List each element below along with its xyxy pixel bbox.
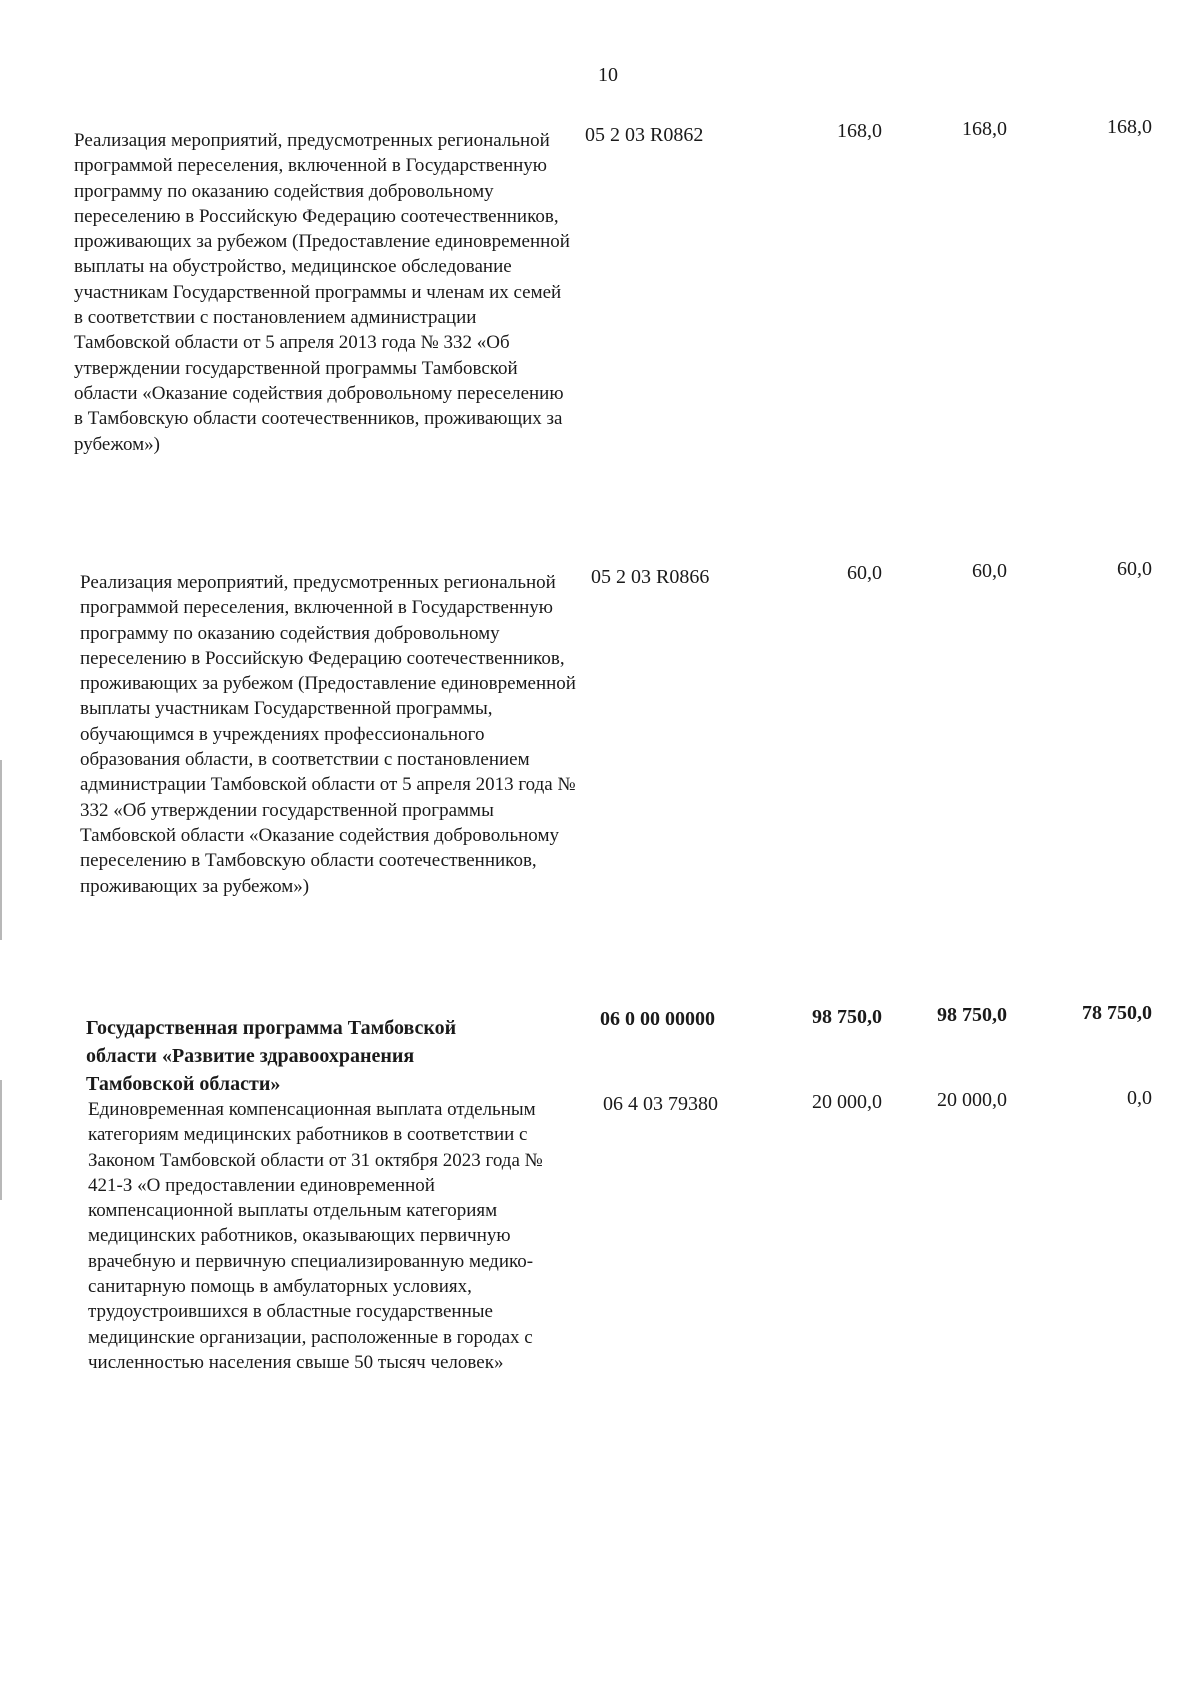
row-value-1: 168,0 xyxy=(837,120,882,142)
row-value-3: 168,0 xyxy=(1107,116,1152,138)
row-code: 06 0 00 00000 xyxy=(600,1008,715,1030)
page-number: 10 xyxy=(598,64,618,86)
row-value-2: 98 750,0 xyxy=(937,1004,1007,1026)
scan-edge-mark xyxy=(0,760,2,940)
row-description: Государственная программа Тамбовской области «Развитие здравоохранения Тамбовской области» xyxy=(86,1017,457,1095)
row-description: Реализация мероприятий, предусмотренных региональной программой переселения, включенной в Государственную программу по оказанию содействия добровольному переселению в Российскую Федерацию соотечественников, проживающих за рубежом (Предоставление единовременной выплаты на обустройство, медицинское обследование участникам Государственной программы и членам их семей в соответствии с постановлением администрации Тамбовской области от 5 апреля 2013 года № 332 «Об утверждении государственной программы Тамбовской области «Оказание содействия добровольному переселению в Тамбовскую области соотечественников, проживающих за рубежом») xyxy=(74,130,570,455)
row-value-1: 20 000,0 xyxy=(812,1091,882,1113)
row-value-2: 168,0 xyxy=(962,118,1007,140)
row-value-1: 98 750,0 xyxy=(812,1006,882,1028)
row-value-3: 78 750,0 xyxy=(1082,1002,1152,1024)
row-code: 06 4 03 79380 xyxy=(603,1093,718,1115)
row-value-2: 60,0 xyxy=(972,560,1007,582)
row-value-3: 0,0 xyxy=(1127,1087,1152,1109)
row-code: 05 2 03 R0866 xyxy=(591,566,710,588)
row-value-3: 60,0 xyxy=(1117,558,1152,580)
row-value-2: 20 000,0 xyxy=(937,1089,1007,1111)
row-code: 05 2 03 R0862 xyxy=(585,124,704,146)
row-description: Реализация мероприятий, предусмотренных региональной программой переселения, включенной в Государственную программу по оказанию содействия добровольному переселению в Российскую Федерацию соотечественников, проживающих за рубежом (Предоставление единовременной выплаты участникам Государственной программы, обучающимся в учреждениях профессионального образования области, в соответствии с постановлением администрации Тамбовской области от 5 апреля 2013 года № 332 «Об утверждении государственной программы Тамбовской области «Оказание содействия добровольному переселению в Тамбовскую области соотечественников, проживающих за рубежом») xyxy=(80,572,576,897)
row-description: Единовременная компенсационная выплата отдельным категориям медицинских работников в соответствии с Законом Тамбовской области от 31 октября 2023 года № 421-З «О предоставлении единовременной компенсационной выплаты отдельным категориям медицинских работников, оказывающих первичную врачебную и первичную специализированную медико-санитарную помощь в амбулаторных условиях, трудоустроившихся в областные государственные медицинские организации, расположенные в городах с численностью населения свыше 50 тысяч человек» xyxy=(88,1099,543,1373)
scan-edge-mark xyxy=(0,1080,2,1200)
row-value-1: 60,0 xyxy=(847,562,882,584)
